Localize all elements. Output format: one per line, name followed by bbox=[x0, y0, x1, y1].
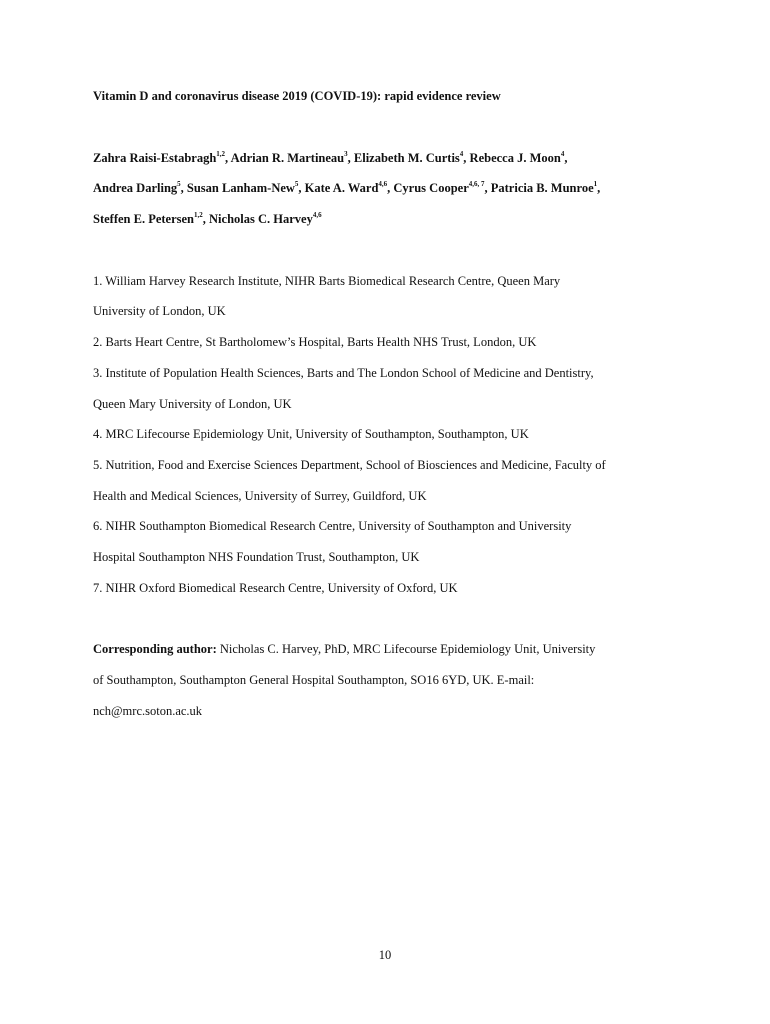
author-separator: , bbox=[564, 151, 568, 165]
author-affiliation: 4,6 bbox=[312, 211, 322, 219]
corresponding-author-cont: of Southampton, Southampton General Hospital Southampton, SO16 6YD, UK. E-mail: bbox=[93, 673, 535, 687]
author-separator: , bbox=[225, 151, 231, 165]
affiliation-5: 5. Nutrition, Food and Exercise Sciences Department, School of Biosciences and Medicine, Faculty of bbox=[93, 458, 606, 472]
author-line-2 bbox=[93, 180, 600, 196]
corresponding-author bbox=[93, 641, 595, 657]
author-affiliation: 5 bbox=[177, 180, 181, 188]
author-affiliation: 4,6, 7 bbox=[468, 180, 485, 188]
author-name: Susan Lanham-New bbox=[186, 181, 295, 195]
author-affiliation: 4 bbox=[560, 150, 565, 158]
affiliation-6: 6. NIHR Southampton Biomedical Research Centre, University of Southampton and University bbox=[93, 519, 572, 533]
author-separator: , bbox=[202, 212, 210, 226]
corresponding-author-label: Corresponding author: bbox=[93, 642, 217, 656]
affiliation-5-cont: Health and Medical Sciences, University of Surrey, Guildford, UK bbox=[93, 489, 427, 503]
author-separator: , bbox=[180, 181, 187, 195]
author-affiliation: 3 bbox=[344, 150, 348, 158]
author-name: Cyrus Cooper bbox=[393, 181, 469, 195]
author-separator: , bbox=[484, 181, 491, 195]
author-name: Adrian R. Martineau bbox=[230, 151, 345, 165]
author-line-1 bbox=[93, 150, 567, 166]
author-affiliation: 5 bbox=[294, 180, 299, 188]
page-number: 10 bbox=[378, 948, 392, 962]
corresponding-author-text: Nicholas C. Harvey, PhD, MRC Lifecourse Epidemiology Unit, University bbox=[216, 642, 596, 656]
author-affiliation: 1,2 bbox=[194, 211, 203, 219]
author-separator: , bbox=[597, 181, 601, 195]
affiliation-1-cont: University of London, UK bbox=[93, 304, 226, 318]
author-line-3 bbox=[93, 211, 322, 227]
author-name: Andrea Darling bbox=[93, 181, 178, 195]
author-name: Patricia B. Munroe bbox=[490, 181, 594, 195]
author-name: Elizabeth M. Curtis bbox=[353, 151, 460, 165]
author-name: Rebecca J. Moon bbox=[469, 151, 561, 165]
author-name: Steffen E. Petersen bbox=[93, 212, 195, 226]
affiliation-2: 2. Barts Heart Centre, St Bartholomew’s Hospital, Barts Health NHS Trust, London, UK bbox=[93, 335, 537, 349]
corresponding-author-email: nch@mrc.soton.ac.uk bbox=[93, 704, 203, 718]
author-separator: , bbox=[387, 181, 394, 195]
author-affiliation: 1,2 bbox=[216, 150, 226, 158]
affiliation-4: 4. MRC Lifecourse Epidemiology Unit, University of Southampton, Southampton, UK bbox=[93, 427, 529, 441]
author-affiliation: 4 bbox=[459, 150, 464, 158]
affiliation-6-cont: Hospital Southampton NHS Foundation Trust, Southampton, UK bbox=[93, 550, 420, 564]
affiliation-3: 3. Institute of Population Health Sciences, Barts and The London School of Medicine and Dentistry, bbox=[93, 366, 594, 380]
author-name: Kate A. Ward bbox=[304, 181, 379, 195]
affiliation-1: 1. William Harvey Research Institute, NIHR Barts Biomedical Research Centre, Queen Mary bbox=[93, 274, 561, 288]
paper-title: Vitamin D and coronavirus disease 2019 (COVID-19): rapid evidence review bbox=[93, 89, 501, 103]
author-separator: , bbox=[298, 181, 305, 195]
author-separator: , bbox=[347, 151, 354, 165]
affiliation-3-cont: Queen Mary University of London, UK bbox=[93, 397, 292, 411]
author-affiliation: 1 bbox=[593, 180, 598, 188]
author-name: Zahra Raisi-Estabragh bbox=[93, 151, 217, 165]
author-separator: , bbox=[463, 151, 470, 165]
author-affiliation: 4,6 bbox=[378, 180, 388, 188]
author-name: Nicholas C. Harvey bbox=[209, 212, 313, 226]
affiliation-7: 7. NIHR Oxford Biomedical Research Centre, University of Oxford, UK bbox=[93, 581, 458, 595]
